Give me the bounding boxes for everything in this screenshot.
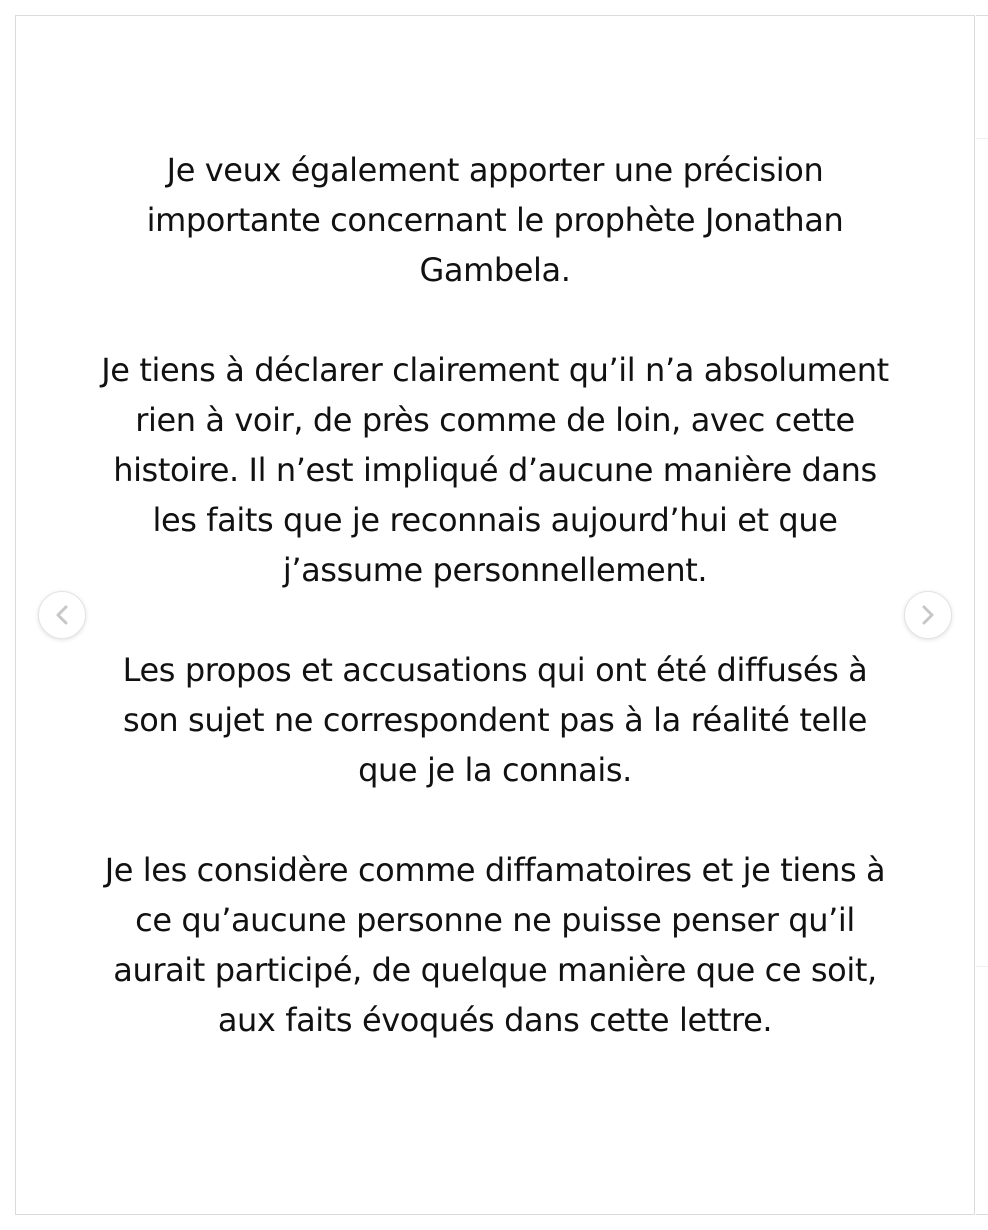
- paragraph-3: Les propos et accusations qui ont été diffusés à son sujet ne correspondent pas à la réalité telle que je la connais.: [122, 651, 868, 789]
- chevron-right-icon: [921, 604, 935, 626]
- paragraph-4: Je les considère comme diffamatoires et je tiens à ce qu’aucune personne ne puisse penser qu’il aurait participé, de quelque manière que ce soit, aux faits évoqués dans cette lettre.: [104, 851, 886, 1039]
- next-slide-button[interactable]: [904, 591, 952, 639]
- slide-text: [95, 145, 895, 1045]
- paragraph-1: Je veux également apporter une précision importante concernant le prophète Jonathan Gambela.: [146, 151, 844, 289]
- side-divider: [976, 966, 988, 967]
- side-divider: [976, 138, 988, 139]
- side-panel-edge: [976, 15, 988, 1215]
- chevron-left-icon: [55, 604, 69, 626]
- paragraph-2: Je tiens à déclarer clairement qu’il n’a absolument rien à voir, de près comme de loin, avec cette histoire. Il n’est impliqué d’aucune manière dans les faits que je reconnais aujourd’hui et que j’assume personnellement.: [101, 351, 889, 589]
- previous-slide-button[interactable]: [38, 591, 86, 639]
